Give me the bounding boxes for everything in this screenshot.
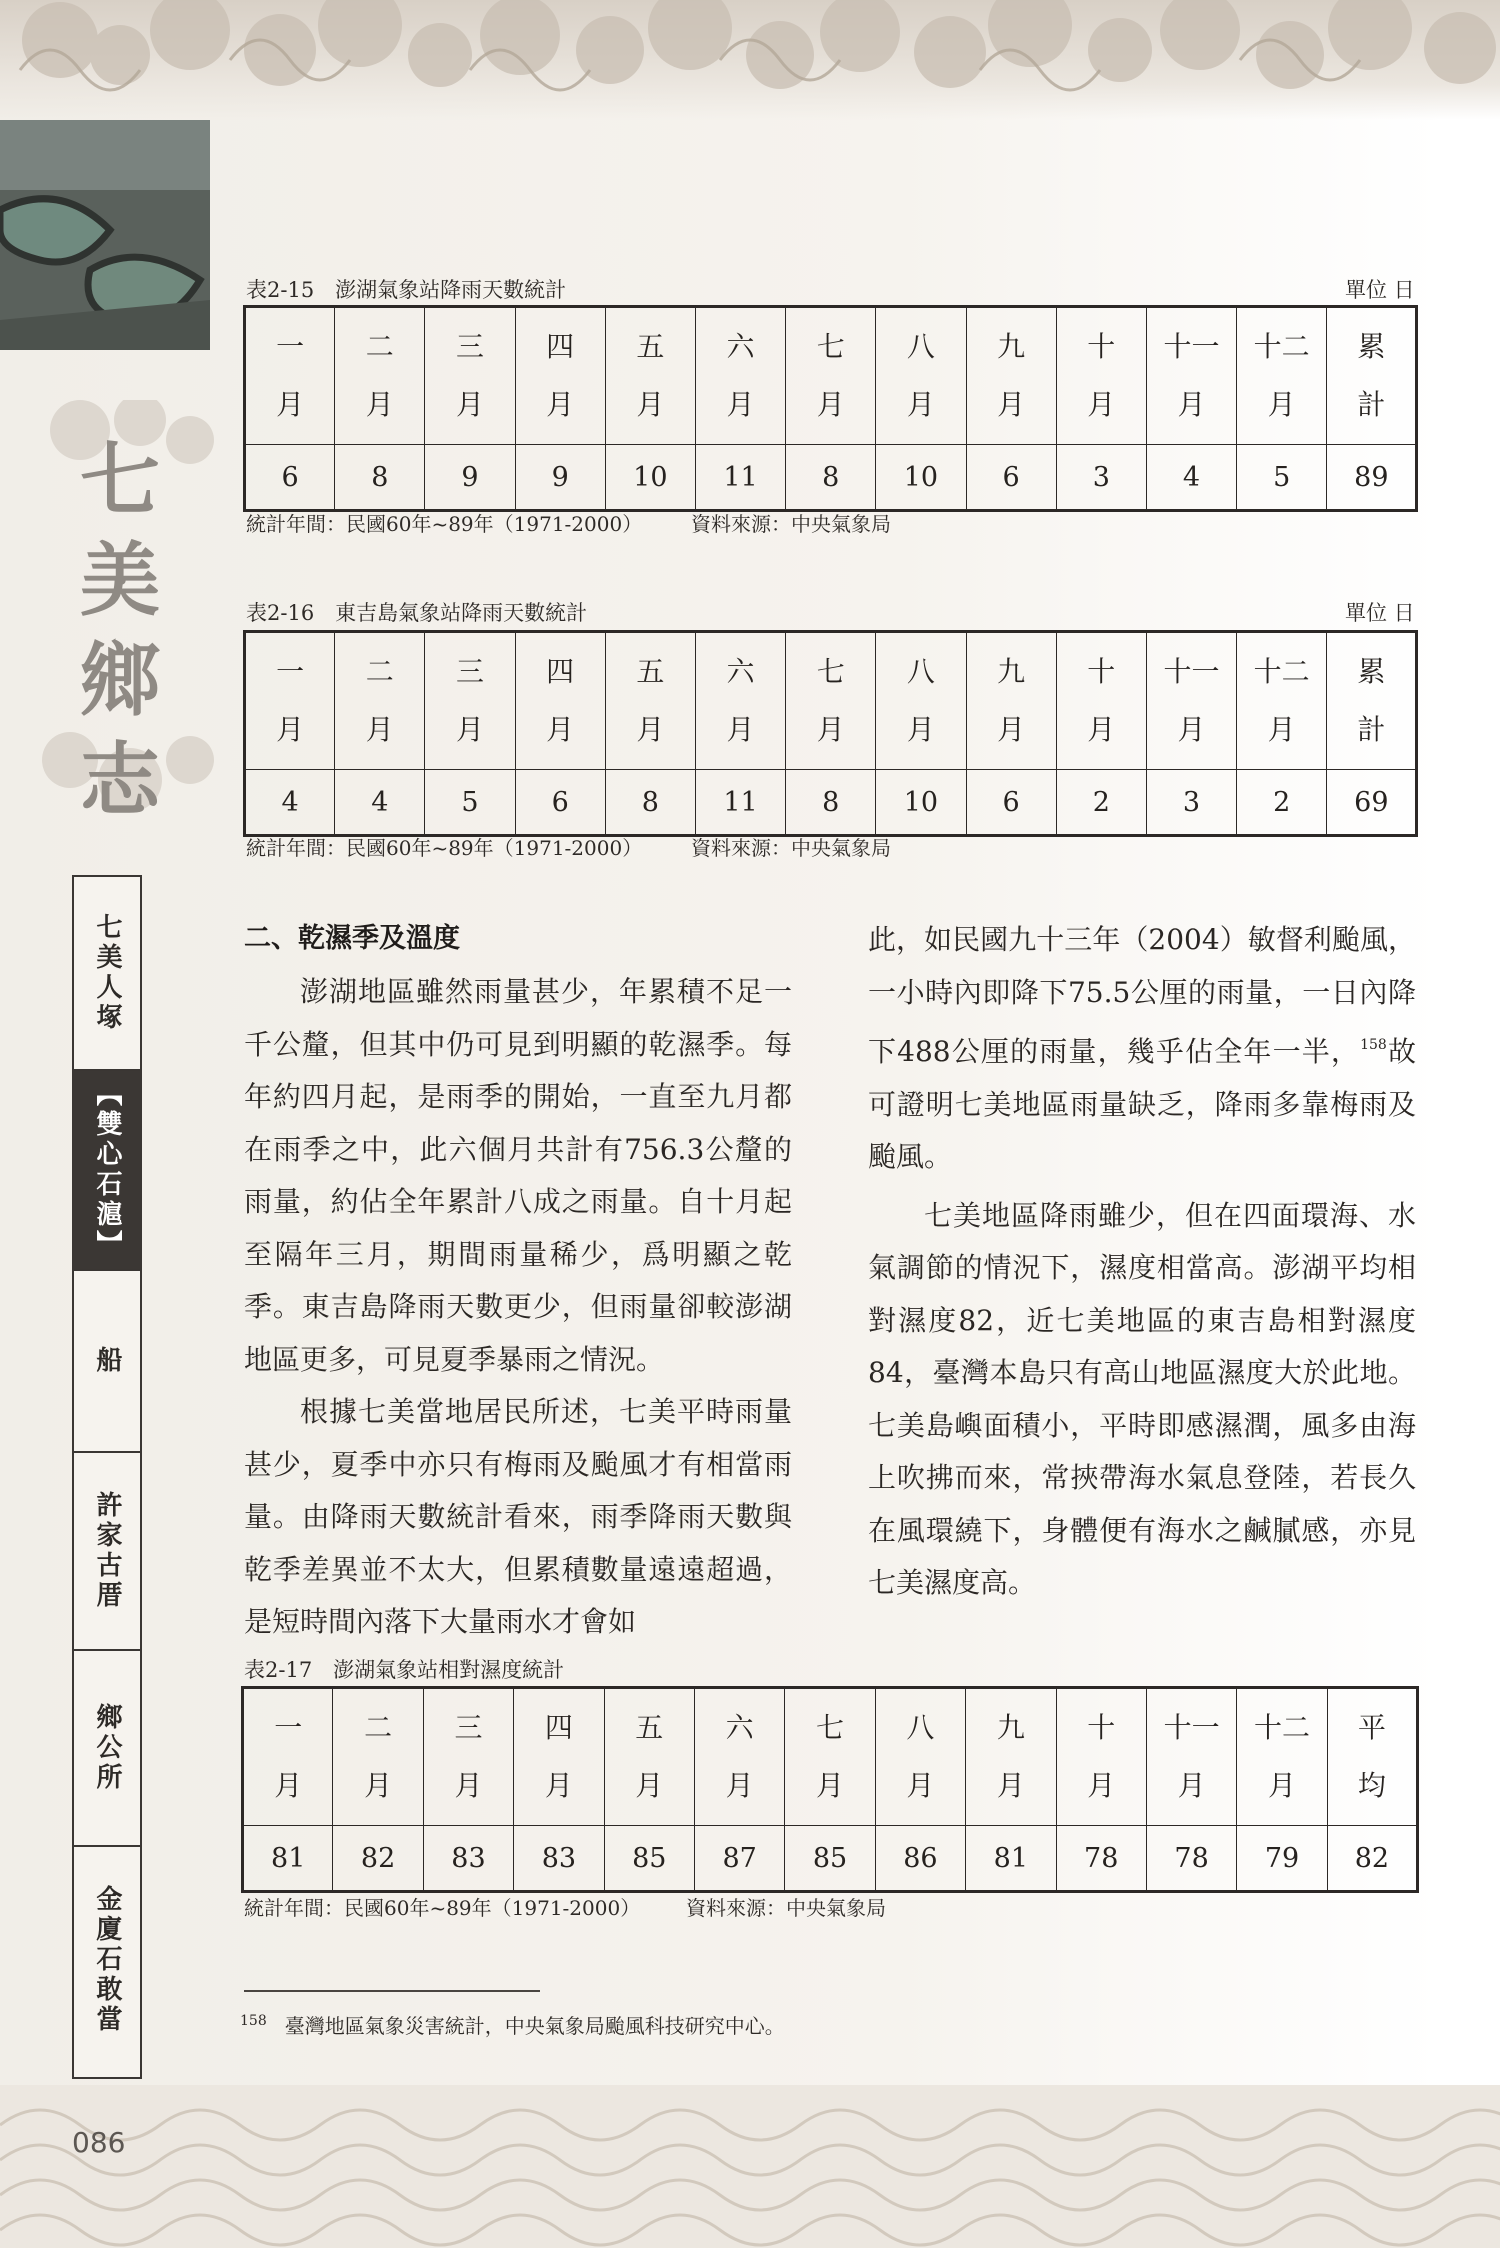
chapter-sidebar (72, 875, 142, 2079)
header-cell-jun: 六 月 (694, 1688, 784, 1826)
header-cell-aug: 八 月 (876, 632, 966, 770)
header-cell-feb: 二 月 (333, 1688, 423, 1826)
header-cell-nov: 十一 月 (1146, 1688, 1236, 1826)
header-cell-oct: 十 月 (1056, 1688, 1146, 1826)
header-cell-dec: 十二 月 (1237, 1688, 1327, 1826)
value-cell: 11 (695, 445, 785, 511)
value-cell: 10 (605, 445, 695, 511)
value-cell: 81 (966, 1826, 1056, 1892)
table-2-17 (241, 1686, 1419, 1893)
value-cell: 9 (515, 445, 605, 511)
footnote-number: 158 (240, 2013, 267, 2029)
value-cell: 86 (875, 1826, 965, 1892)
sidebar-item-boat[interactable]: 船 (74, 1271, 140, 1453)
value-cell-total: 69 (1327, 770, 1417, 836)
header-cell-sep: 九 月 (966, 632, 1056, 770)
table-2-16-caption: 表2-16 東吉島氣象站降雨天數統計 (246, 601, 588, 625)
header-cell-average: 平 均 (1327, 1688, 1417, 1826)
header-cell-jul: 七 月 (785, 1688, 875, 1826)
table-2-15 (243, 305, 1418, 512)
header-cell-jun: 六 月 (695, 632, 785, 770)
value-cell: 10 (876, 770, 966, 836)
value-cell: 81 (243, 1826, 333, 1892)
sidebar-item-shigandang[interactable]: 金廈石敢當 (92, 1885, 122, 2035)
value-cell: 78 (1146, 1826, 1236, 1892)
value-cell: 4 (245, 770, 335, 836)
sidebar-item-twin-heart-weir[interactable]: 【雙心石滬】 (74, 1071, 140, 1271)
sidebar-item-hsu-family-house[interactable]: 許家古厝 (74, 1453, 140, 1651)
table-header-row (243, 1688, 1418, 1826)
value-cell: 6 (515, 770, 605, 836)
header-cell-mar: 三 月 (425, 307, 515, 445)
value-cell: 6 (966, 445, 1056, 511)
value-cell: 78 (1056, 1826, 1146, 1892)
footnote-rule (244, 1990, 540, 1992)
value-cell: 9 (425, 445, 515, 511)
value-cell: 6 (245, 445, 335, 511)
header-cell-jan: 一 月 (243, 1688, 333, 1826)
table-2-16 (243, 630, 1418, 837)
header-cell-dec: 十二 月 (1237, 307, 1327, 445)
header-cell-may: 五 月 (604, 1688, 694, 1826)
header-cell-sep: 九 月 (966, 307, 1056, 445)
header-cell-jul: 七 月 (786, 307, 876, 445)
value-cell: 8 (786, 445, 876, 511)
header-cell-apr: 四 月 (515, 307, 605, 445)
header-cell-oct: 十 月 (1056, 632, 1146, 770)
value-cell: 3 (1056, 445, 1146, 511)
table-2-15-period: 統計年間：民國60年~89年（1971-2000） (246, 512, 643, 536)
wave-pattern-footer (0, 2085, 1500, 2248)
header-cell-may: 五 月 (605, 632, 695, 770)
twin-heart-weir-photo (0, 120, 210, 350)
header-cell-apr: 四 月 (515, 632, 605, 770)
footnote-reference[interactable]: 158 (1360, 1037, 1387, 1053)
header-cell-apr: 四 月 (514, 1688, 604, 1826)
table-2-17-caption: 表2-17 澎湖氣象站相對濕度統計 (244, 1658, 565, 1682)
sidebar-item-qimei-tomb[interactable]: 七美人塚 (74, 877, 140, 1071)
value-cell: 10 (876, 445, 966, 511)
table-2-15-unit: 單位 日 (1345, 278, 1415, 302)
table-header-row (245, 307, 1417, 445)
table-value-row (245, 770, 1417, 836)
value-cell-total: 89 (1327, 445, 1417, 511)
header-cell-feb: 二 月 (335, 307, 425, 445)
table-header-row (245, 632, 1417, 770)
value-cell: 82 (333, 1826, 423, 1892)
value-cell: 8 (605, 770, 695, 836)
value-cell: 4 (1146, 445, 1236, 511)
header-cell-aug: 八 月 (876, 307, 966, 445)
table-2-17-source: 資料來源：中央氣象局 (686, 1896, 886, 1920)
table-2-15-source: 資料來源：中央氣象局 (691, 512, 891, 536)
left-text-column (244, 966, 792, 1649)
value-cell: 11 (695, 770, 785, 836)
paragraph: 七美地區降雨雖少，但在四面環海、水氣調節的情況下，濕度相當高。澎湖平均相對濕度82，近七美地區的東吉島相對濕度84，臺灣本島只有高山地區濕度大於此地。七美島嶼面積小，平時即感濕潤，風多由海上吹拂而來，常挾帶海水氣息登陸，若長久在風環繞下，身體便有海水之鹹膩感，亦見七美濕度高。 (868, 1198, 1416, 1599)
paragraph: 此，如民國九十三年（2004）敏督利颱風，一小時內即降下75.5公厘的雨量，一日內降下488公厘的雨量，幾乎佔全年一半，$^{158}$故可證明七美地區雨量缺乏，降雨多靠梅雨及颱風。 (868, 923, 1416, 1173)
paragraph: 澎湖地區雖然雨量甚少，年累積不足一千公釐，但其中仍可見到明顯的乾濕季。每年約四月起，是雨季的開始，一直至九月都在雨季之中，此六個月共計有756.3公釐的雨量，約佔全年累計八成之雨量。自十月起至隔年三月，期間雨量稀少，爲明顯之乾季。東吉島降雨天數更少，但雨量卻較澎湖地區更多，可見夏季暴雨之情況。 (244, 975, 792, 1376)
value-cell: 83 (423, 1826, 513, 1892)
right-text-column (868, 914, 1416, 1610)
table-2-16-source: 資料來源：中央氣象局 (691, 836, 891, 860)
header-cell-oct: 十 月 (1056, 307, 1146, 445)
header-cell-mar: 三 月 (423, 1688, 513, 1826)
header-cell-may: 五 月 (605, 307, 695, 445)
value-cell-average: 82 (1327, 1826, 1417, 1892)
header-cell-sep: 九 月 (966, 1688, 1056, 1826)
header-cell-dec: 十二 月 (1237, 632, 1327, 770)
header-cell-jun: 六 月 (695, 307, 785, 445)
footnote-text: 臺灣地區氣象災害統計，中央氣象局颱風科技研究中心。 (284, 2014, 785, 2038)
header-cell-total: 累 計 (1327, 307, 1417, 445)
sidebar-item-township-office[interactable]: 鄉公所 (74, 1651, 140, 1847)
header-cell-feb: 二 月 (335, 632, 425, 770)
value-cell: 5 (1237, 445, 1327, 511)
value-cell: 8 (786, 770, 876, 836)
header-cell-nov: 十一 月 (1146, 632, 1236, 770)
header-cell-nov: 十一 月 (1146, 307, 1236, 445)
table-2-16-period: 統計年間：民國60年~89年（1971-2000） (246, 836, 643, 860)
header-cell-jan: 一 月 (245, 307, 335, 445)
table-2-15-caption: 表2-15 澎湖氣象站降雨天數統計 (246, 278, 567, 302)
table-2-16-unit: 單位 日 (1345, 601, 1415, 625)
value-cell: 87 (694, 1826, 784, 1892)
table-2-17-note (244, 1892, 886, 1921)
value-cell: 85 (604, 1826, 694, 1892)
value-cell: 4 (335, 770, 425, 836)
header-cell-mar: 三 月 (425, 632, 515, 770)
value-cell: 85 (785, 1826, 875, 1892)
page-number: 086 (72, 2126, 126, 2159)
value-cell: 8 (335, 445, 425, 511)
table-value-row (243, 1826, 1418, 1892)
table-2-15-note (246, 508, 891, 537)
table-2-17-period: 統計年間：民國60年~89年（1971-2000） (244, 1896, 641, 1920)
header-cell-total: 累 計 (1327, 632, 1417, 770)
header-cell-aug: 八 月 (875, 1688, 965, 1826)
value-cell: 2 (1056, 770, 1146, 836)
header-cell-jan: 一 月 (245, 632, 335, 770)
paragraph: 根據七美當地居民所述，七美平時雨量甚少，夏季中亦只有梅雨及颱風才有相當雨量。由降雨天數統計看來，雨季降雨天數與乾季差異並不太大，但累積數量遠遠超過，是短時間內落下大量雨水才會如 (244, 1395, 792, 1638)
value-cell: 3 (1146, 770, 1236, 836)
value-cell: 83 (514, 1826, 604, 1892)
table-2-16-note (246, 832, 891, 861)
footnote (240, 2010, 785, 2039)
value-cell: 6 (966, 770, 1056, 836)
value-cell: 5 (425, 770, 515, 836)
section-heading: 二、乾濕季及溫度 (244, 923, 460, 954)
cloud-pattern-header (0, 0, 1500, 120)
value-cell: 2 (1237, 770, 1327, 836)
value-cell: 79 (1237, 1826, 1327, 1892)
header-cell-jul: 七 月 (786, 632, 876, 770)
table-value-row (245, 445, 1417, 511)
book-title-vertical: 七 美 鄉 志 (80, 433, 160, 827)
